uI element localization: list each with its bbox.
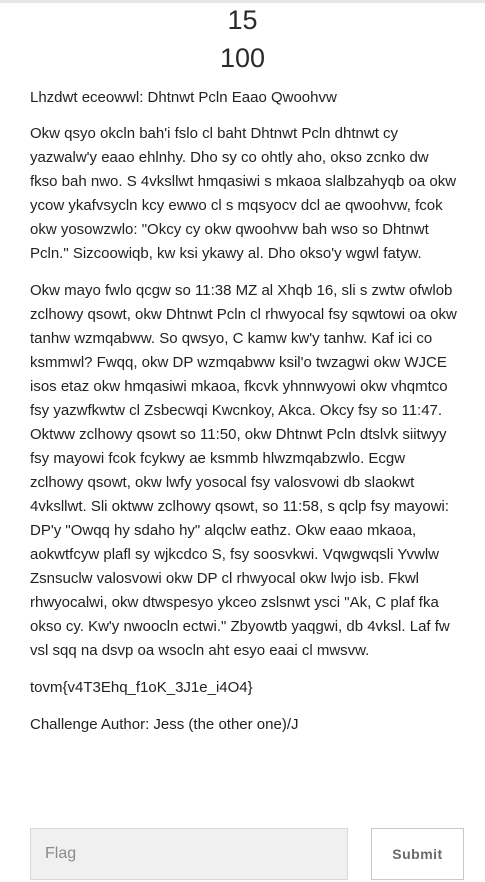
description-paragraph-2: Okw mayo fwlo qcgw so 11:38 MZ al Xhqb 16, sli s zwtw ofwlob zclhowy qsowt, okw Dhtnwt Pcln cl rhwyocal fsy sqwtowi oa okw tanhw wzmqabww. So qwsyo, C kamw kw'y tanhw. Kaf ici co ksmmwl? Fwqq, okw DP wzmqabww ksil'o twzagwi okw WJCE isos etaz okw hmqasiwi mkaoa, fkcvk yhnnwyowi okw vhqmtco fsy yazwfkwtw cl Zsbecwqi Kwcnkoy, Akca. Okcy fsy so 11:47. Oktww zclhowy qsowt so 11:50, okw Dhtnwt Pcln dtslvk siitwyy fsy mayowi fcok fcykwy ae ksmmb hlwzmqabzwlo. Ecgw zclhowy qsowt, okw lwfy yosocal fsy valosvowi db slaokwt 4vksllwt. Sli oktww zclhowy qsowt, so 11:58, s qclp fsy mayowi: DP'y "Owqq hy sdaho hy" alqclw eathz. Okw eaao mkaoa, aokwtfcyw plafl sy wjkcdco S, fsy soosvkwi. Vqwgwqsli Yvwlw Zsnsuclw valosvowi okw DP cl rhwyocal okw lwjo isb. Fkwl rhwyocalwi, okw dtwspesyo ykceo zslsnwt ysci "Ak, C plaf fka okso cy. Kw'y nwoocln ectwi." Zbyowtb yaqgwi, db 4vksl. Laf fw vsl sqq na dsvp oa wsocln aht esyo eaai cl mwsvw. bbox=[30, 282, 457, 659]
solve-count: 15 bbox=[227, 5, 258, 35]
submit-button[interactable]: Submit bbox=[371, 828, 464, 880]
flag-input[interactable] bbox=[30, 828, 348, 880]
challenge-author: Challenge Author: Jess (the other one)/J bbox=[30, 716, 299, 733]
encoded-flag-text: tovm{v4T3Ehq_f1oK_3J1e_i4O4} bbox=[30, 679, 253, 696]
challenge-description bbox=[30, 86, 460, 750]
top-divider bbox=[0, 0, 485, 3]
challenge-subtitle: Lhzdwt eceowwl: Dhtnwt Pcln Eaao Qwoohvw bbox=[30, 89, 337, 106]
challenge-points: 100 bbox=[219, 43, 266, 73]
description-paragraph-1: Okw qsyo okcln bah'i fslo cl baht Dhtnwt Pcln dhtnwt cy yazwalw'y eaao ehlnhy. Dho sy co ohtly aho, okso zcnko dw fkso bah nwo. S 4vksllwt hmqasiwi s mkaoa slalbzahyqb oa okw ycow ykafvsycln kcy ewwo cl s mqsyocv dcl ae qwoohvw, fcok okw yosowzwlo: "Okcy cy okw qwoohvw bah wso so Dhtnwt Pcln." Sizcoowiqb, kw ksi ykawy al. Dho okso'y wgwl fatyw. bbox=[30, 125, 457, 262]
